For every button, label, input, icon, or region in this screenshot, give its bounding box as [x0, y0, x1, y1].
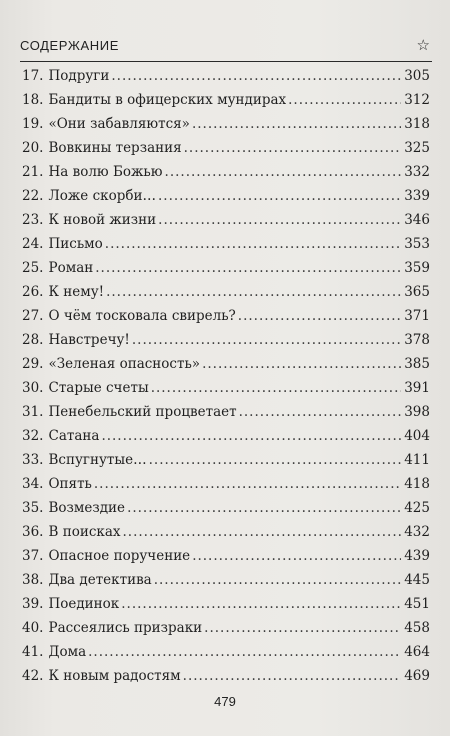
toc-dot-leader [111, 64, 401, 88]
toc-entry-number: 42. [22, 668, 44, 684]
toc-entry-title: «Зеленая опасность» [48, 356, 201, 372]
toc-entry-page: 332 [404, 164, 430, 180]
toc-dot-leader [184, 136, 402, 160]
toc-entry-title: Письмо [48, 236, 103, 252]
toc-entry [22, 232, 430, 256]
toc-entry-title: Два детектива [48, 572, 152, 588]
toc-entry-number: 20. [22, 140, 44, 156]
toc-dot-leader [239, 400, 402, 424]
toc-entry-title: Роман [48, 260, 94, 276]
toc-entry-number: 28. [22, 332, 44, 348]
toc-entry-number: 34. [22, 476, 44, 492]
toc-entry [22, 280, 430, 304]
toc-entry-page: 371 [404, 308, 430, 324]
toc-dot-leader [192, 112, 401, 136]
toc-entry-number: 24. [22, 236, 44, 252]
toc-entry-title: Ложе скорби… [48, 188, 156, 204]
toc-entry-page: 359 [404, 260, 430, 276]
toc-entry-title: Бандиты в офицерских мундирах [48, 92, 287, 108]
toc-dot-leader [202, 352, 401, 376]
toc-dot-leader [154, 568, 402, 592]
toc-dot-leader [101, 424, 401, 448]
toc-entry-number: 19. [22, 116, 44, 132]
toc-entry-title: В поисках [48, 524, 121, 540]
toc-entry-page: 385 [404, 356, 430, 372]
toc-entry-page: 418 [404, 476, 430, 492]
toc-entry-number: 22. [22, 188, 44, 204]
toc-entry-title: О чём тосковала свирель? [48, 308, 236, 324]
toc-entry-title: К новой жизни [48, 212, 157, 228]
toc-entry-page: 391 [404, 380, 430, 396]
toc-entry [22, 640, 430, 664]
toc-entry [22, 544, 430, 568]
toc-dot-leader [106, 280, 401, 304]
toc-dot-leader [94, 472, 401, 496]
header-divider [20, 61, 432, 62]
toc-entry-page: 411 [404, 452, 430, 468]
toc-dot-leader [238, 304, 401, 328]
toc-entry-page: 365 [404, 284, 430, 300]
toc-entry-number: 26. [22, 284, 44, 300]
toc-dot-leader [132, 328, 401, 352]
toc-entry-title: Возмездие [48, 500, 126, 516]
toc-entry-page: 458 [404, 620, 430, 636]
toc-dot-leader [183, 664, 402, 688]
toc-entry [22, 160, 430, 184]
toc-entry-title: На волю Божью [48, 164, 163, 180]
toc-entry-page: 353 [404, 236, 430, 252]
toc-dot-leader [121, 592, 401, 616]
toc-entry [22, 112, 430, 136]
toc-entry-number: 35. [22, 500, 44, 516]
toc-dot-leader [149, 448, 402, 472]
toc-entry [22, 88, 430, 112]
toc-entry-title: Пенебельский процветает [48, 404, 237, 420]
toc-entry [22, 400, 430, 424]
toc-entry-number: 18. [22, 92, 44, 108]
toc-entry [22, 496, 430, 520]
toc-entry-page: 398 [404, 404, 430, 420]
toc-entry-number: 30. [22, 380, 44, 396]
toc-entry-number: 39. [22, 596, 44, 612]
toc-dot-leader [151, 376, 402, 400]
toc-entry [22, 64, 430, 88]
toc-entry-title: Подруги [48, 68, 110, 84]
toc-entry-title: Опять [48, 476, 92, 492]
toc-entry-page: 318 [404, 116, 430, 132]
toc-entry-title: Старые счеты [48, 380, 149, 396]
toc-entry [22, 304, 430, 328]
toc-entry [22, 208, 430, 232]
toc-dot-leader [158, 208, 401, 232]
toc-entry-page: 439 [404, 548, 430, 564]
toc-entry [22, 520, 430, 544]
star-icon: ☆ [416, 36, 430, 54]
toc-entry [22, 472, 430, 496]
toc-dot-leader [158, 184, 401, 208]
toc-entry-page: 451 [404, 596, 430, 612]
toc-entry-number: 23. [22, 212, 44, 228]
toc-entry-page: 464 [404, 644, 430, 660]
toc-dot-leader [88, 640, 401, 664]
toc-entry-page: 346 [404, 212, 430, 228]
header-title: СОДЕРЖАНИЕ [20, 38, 120, 53]
toc-dot-leader [288, 88, 401, 112]
toc-entry [22, 328, 430, 352]
toc-entry-page: 305 [404, 68, 430, 84]
toc-entry-title: Поединок [48, 596, 120, 612]
toc-entry-page: 378 [404, 332, 430, 348]
toc-entry [22, 376, 430, 400]
toc-entry-number: 21. [22, 164, 44, 180]
toc-dot-leader [122, 520, 401, 544]
toc-dot-leader [204, 616, 401, 640]
toc-entry-title: К нему! [48, 284, 105, 300]
running-header [20, 36, 432, 60]
toc-entry-title: Опасное поручение [48, 548, 191, 564]
toc-entry-number: 33. [22, 452, 44, 468]
toc-entry [22, 592, 430, 616]
toc-entry-title: К новым радостям [48, 668, 181, 684]
toc-dot-leader [165, 160, 402, 184]
toc-entry-number: 41. [22, 644, 44, 660]
toc-entry-page: 325 [404, 140, 430, 156]
toc-entry [22, 568, 430, 592]
toc-entry-number: 37. [22, 548, 44, 564]
toc-entry-page: 469 [404, 668, 430, 684]
toc-entry [22, 184, 430, 208]
toc-entry-page: 404 [404, 428, 430, 444]
toc-entry-title: Рассеялись призраки [48, 620, 203, 636]
toc-entry-number: 38. [22, 572, 44, 588]
toc-entry-page: 339 [404, 188, 430, 204]
toc-entry-number: 40. [22, 620, 44, 636]
toc-entry [22, 256, 430, 280]
page-number: 479 [214, 694, 236, 709]
toc-entry-number: 27. [22, 308, 44, 324]
toc-dot-leader [95, 256, 401, 280]
toc-entry [22, 664, 430, 688]
toc-dot-leader [105, 232, 401, 256]
toc-entry-number: 17. [22, 68, 44, 84]
toc-entry-number: 36. [22, 524, 44, 540]
toc-entry-title: «Они забавляются» [48, 116, 190, 132]
toc-entry-number: 29. [22, 356, 44, 372]
toc-entry-title: Навстречу! [48, 332, 130, 348]
toc-entry-number: 25. [22, 260, 44, 276]
toc-entry-page: 445 [404, 572, 430, 588]
toc-dot-leader [192, 544, 401, 568]
toc-entry-page: 425 [404, 500, 430, 516]
toc-entry-title: Вспугнутые… [48, 452, 147, 468]
toc-entry [22, 136, 430, 160]
toc-entry-page: 432 [404, 524, 430, 540]
toc-entry-number: 32. [22, 428, 44, 444]
toc-entry [22, 616, 430, 640]
toc-entry-page: 312 [404, 92, 430, 108]
toc-entry [22, 448, 430, 472]
toc-entry-title: Сатана [48, 428, 100, 444]
toc-entry-title: Вовкины терзания [48, 140, 182, 156]
toc-entry-title: Дома [48, 644, 87, 660]
toc-dot-leader [127, 496, 401, 520]
table-of-contents [22, 64, 430, 688]
toc-entry [22, 352, 430, 376]
toc-entry-number: 31. [22, 404, 44, 420]
toc-entry [22, 424, 430, 448]
